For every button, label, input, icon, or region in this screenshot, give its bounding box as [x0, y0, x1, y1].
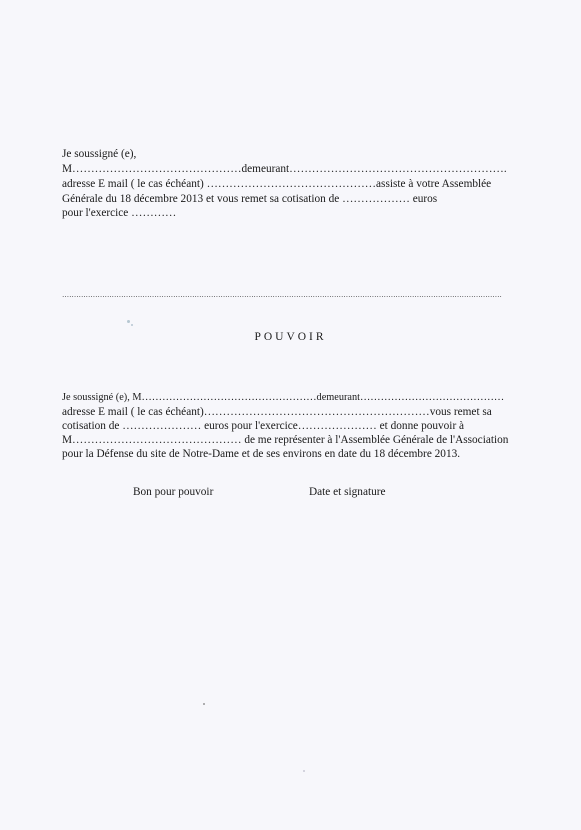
bon-pour-pouvoir-label: Bon pour pouvoir	[133, 486, 214, 498]
pouvoir-heading: POUVOIR	[254, 331, 327, 343]
s2-line-2: adresse E mail ( le cas échéant)……………………………………………………vous remet sa	[62, 406, 492, 418]
date-signature-label: Date et signature	[309, 486, 386, 498]
s1-line-3: adresse E mail ( le cas échéant) ………………………………………assiste à votre Assemblée	[62, 178, 492, 190]
scan-speck	[127, 320, 130, 323]
s2-line-1: Je soussigné (e), M……………………………………………demeurant……………………………………	[62, 392, 505, 403]
s1-line-5: pour l'exercice …………	[62, 207, 177, 219]
s1-line-1: Je soussigné (e),	[62, 148, 137, 160]
s2-line-3: cotisation de ………………… euros pour l'exercice………………… et donne pouvoir à	[62, 420, 465, 432]
scan-speck	[203, 703, 205, 705]
s1-line-2: M………………………………………demeurant………………………………………………….	[62, 163, 507, 175]
s1-line-4: Générale du 18 décembre 2013 et vous remet sa cotisation de ……………… euros	[62, 193, 438, 205]
separator-dots: ……………………………………………………………………………………………………………………………………………………………………	[62, 291, 502, 299]
scan-speck	[131, 324, 133, 326]
scan-speck	[303, 770, 305, 772]
s2-line-5: pour la Défense du site de Notre-Dame et de ses environs en date du 18 décembre 2013.	[62, 448, 461, 460]
s2-line-4: M……………………………………… de me représenter à l'Assemblée Générale de l'Association	[62, 434, 509, 446]
